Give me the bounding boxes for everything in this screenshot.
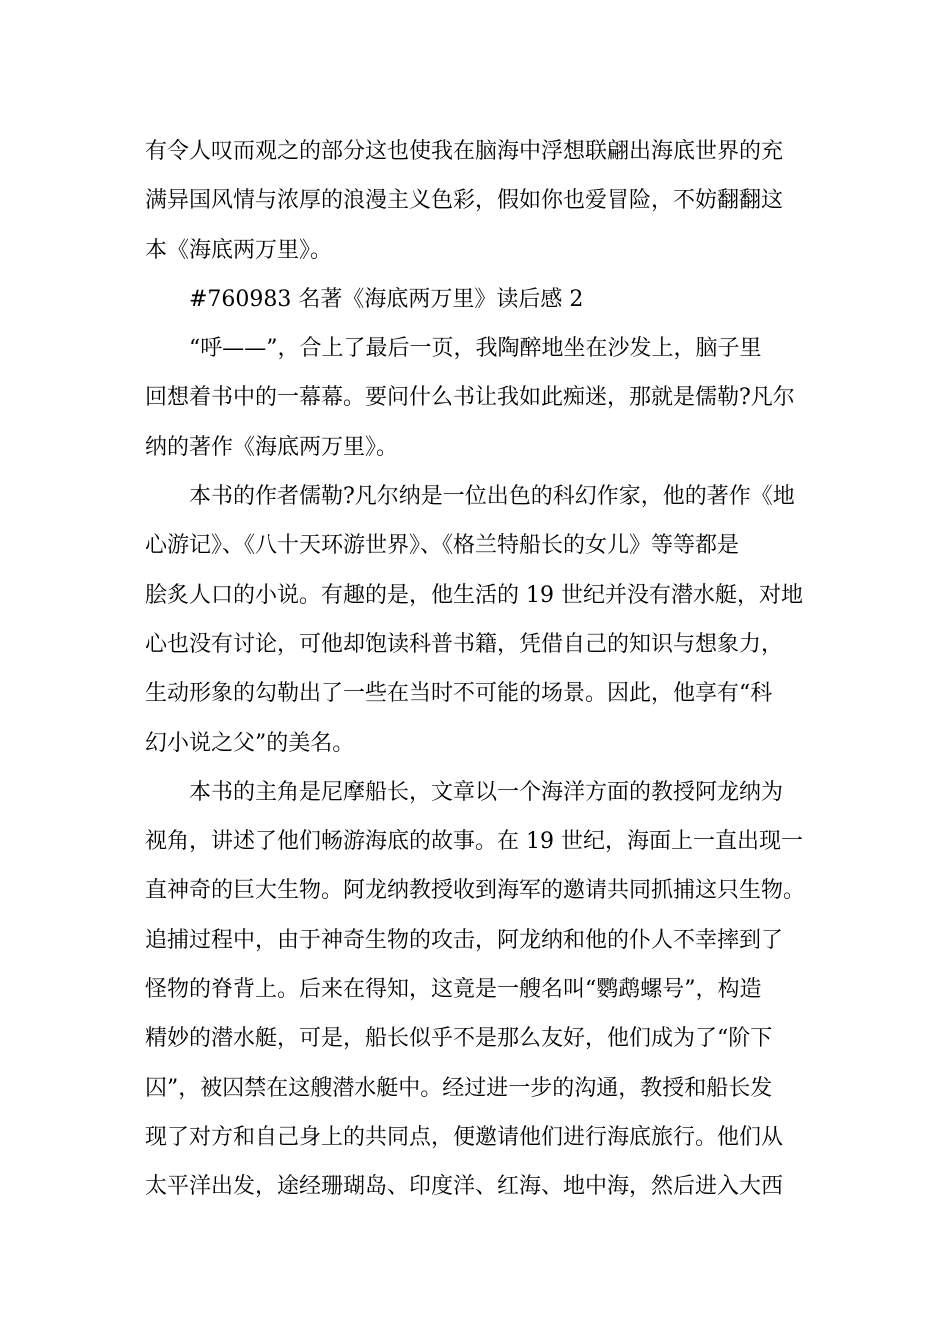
text-line: 精妙的潜水艇，可是，船长似乎不是那么友好，他们成为了“阶下 bbox=[145, 1026, 773, 1052]
text-line: 心游记》、《八十天环游世界》、《格兰特船长的女儿》等等都是 bbox=[145, 533, 740, 559]
text-line: 太平洋出发，途经珊瑚岛、印度洋、红海、地中海，然后进入大西 bbox=[145, 1174, 784, 1200]
text-line: 有令人叹而观之的部分这也使我在脑海中浮想联翩出海底世界的充 bbox=[145, 139, 784, 164]
text-line: 本书的作者儒勒?凡尔纳是一位出色的科幻作家，他的著作《地 bbox=[189, 484, 795, 510]
text-line: 脍炙人口的小说。有趣的是，他生活的 19 世纪并没有潜水艇，对地 bbox=[145, 582, 803, 608]
text-line: 回想着书中的一幕幕。要问什么书让我如此痴迷，那就是儒勒?凡尔 bbox=[145, 385, 795, 411]
text-line: 纳的著作《海底两万里》。 bbox=[145, 434, 399, 460]
body-text bbox=[145, 127, 825, 1212]
text-line: 满异国风情与浓厚的浪漫主义色彩，假如你也爱冒险，不妨翻翻这 bbox=[145, 188, 784, 214]
text-line: 心也没有讨论，可他却饱读科普书籍，凭借自己的知识与想象力， bbox=[145, 631, 784, 657]
text-line: 本《海底两万里》。 bbox=[145, 237, 333, 263]
text-line: 怪物的脊背上。后来在得知，这竟是一艘名叫“鹦鹉螺号”，构造 bbox=[145, 977, 762, 1003]
text-line: 现了对方和自己身上的共同点，便邀请他们进行海底旅行。他们从 bbox=[145, 1124, 784, 1150]
text-line: 直神奇的巨大生物。阿龙纳教授收到海军的邀请共同抓捕这只生物。 bbox=[145, 878, 806, 904]
text-line: 本书的主角是尼摩船长，文章以一个海洋方面的教授阿龙纳为 bbox=[189, 779, 784, 805]
section-heading: #760983 名著《海底两万里》读后感 2 bbox=[189, 286, 584, 312]
text-line: 视角，讲述了他们畅游海底的故事。在 19 世纪，海面上一直出现一 bbox=[145, 829, 803, 855]
text-line: “呼——”，合上了最后一页，我陶醉地坐在沙发上，脑子里 bbox=[189, 336, 762, 362]
text-line: 生动形象的勾勒出了一些在当时不可能的场景。因此，他享有“科 bbox=[145, 681, 773, 707]
text-line: 追捕过程中，由于神奇生物的攻击，阿龙纳和他的仆人不幸摔到了 bbox=[145, 927, 784, 953]
text-line: 幻小说之父”的美名。 bbox=[145, 730, 355, 756]
text-line: 囚”，被囚禁在这艘潜水艇中。经过进一步的沟通，教授和船长发 bbox=[145, 1075, 773, 1101]
